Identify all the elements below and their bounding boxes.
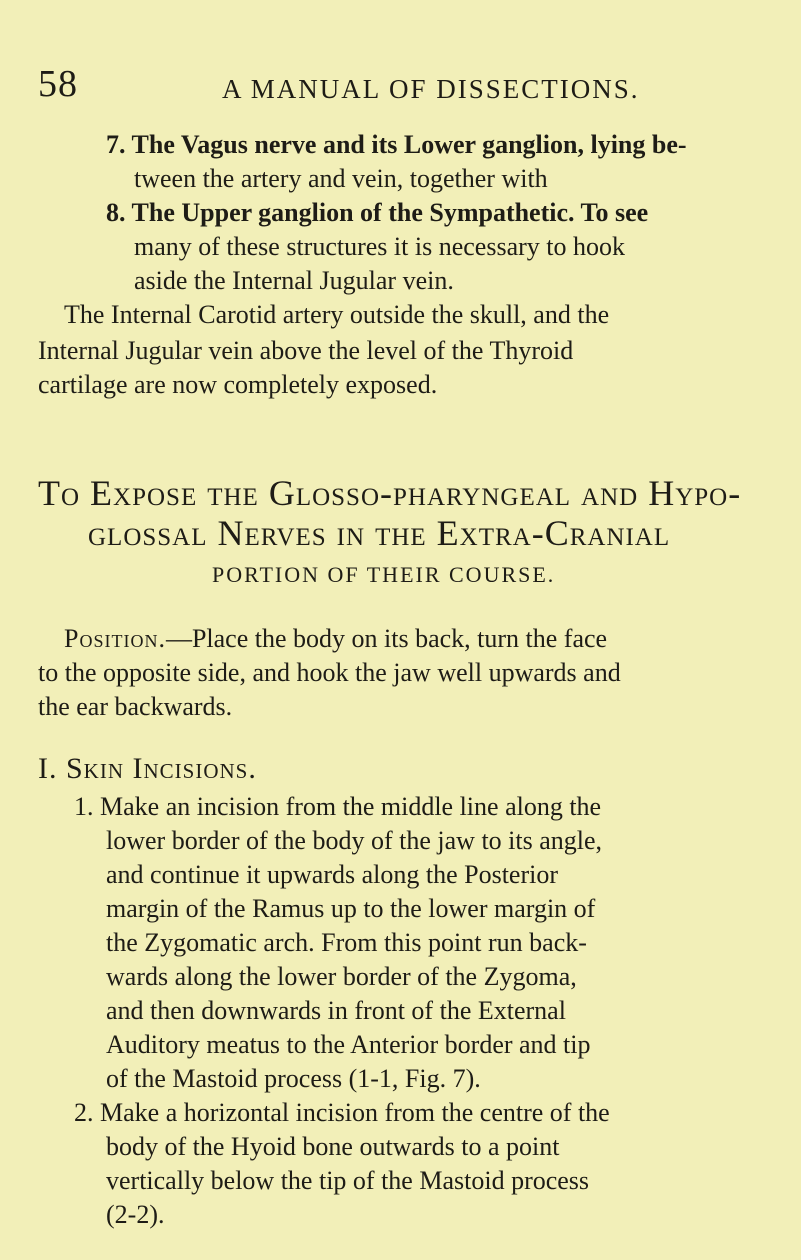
item-7-line-1: 7. The Vagus nerve and its Lower ganglion, lying be- bbox=[106, 130, 687, 159]
running-title: A MANUAL OF DISSECTIONS. bbox=[222, 74, 640, 104]
item-8-line-3: aside the Internal Jugular vein. bbox=[134, 266, 454, 295]
item-2-line: (2-2). bbox=[106, 1200, 165, 1229]
paragraph-line: cartilage are now completely exposed. bbox=[38, 370, 438, 399]
item-2-line: vertically below the tip of the Mastoid process bbox=[106, 1166, 590, 1195]
item-1-line: the Zygomatic arch. From this point run back- bbox=[106, 928, 587, 957]
position-paragraph-line-1 bbox=[64, 624, 607, 654]
item-1-line: margin of the Ramus up to the lower margin of bbox=[106, 894, 596, 923]
section-heading-line-1: To Expose the Glosso-pharyngeal and Hypo- bbox=[38, 473, 742, 513]
item-1-line: of the Mastoid process (1-1, Fig. 7). bbox=[106, 1064, 481, 1093]
paragraph-line: The Internal Carotid artery outside the skull, and the bbox=[64, 300, 610, 329]
item-1-line: Auditory meatus to the Anterior border and tip bbox=[106, 1030, 591, 1059]
item-2-line: 2. Make a horizontal incision from the centre of the bbox=[74, 1098, 610, 1127]
item-2-line: body of the Hyoid bone outwards to a point bbox=[106, 1132, 560, 1161]
paragraph-line: Internal Jugular vein above the level of the Thyroid bbox=[38, 336, 574, 365]
page-number: 58 bbox=[38, 63, 78, 105]
item-1-line: lower border of the body of the jaw to its angle, bbox=[106, 826, 603, 855]
item-1-line: wards along the lower border of the Zygoma, bbox=[106, 962, 577, 991]
item-7-line-2: tween the artery and vein, together with bbox=[134, 164, 548, 193]
item-8-line-1: 8. The Upper ganglion of the Sympathetic. To see bbox=[106, 198, 649, 227]
position-text: —Place the body on its back, turn the face bbox=[165, 624, 608, 653]
skin-incisions-heading: I. Skin Incisions. bbox=[38, 752, 257, 785]
item-1-line: and then downwards in front of the External bbox=[106, 996, 566, 1025]
section-heading-line-2: glossal Nerves in the Extra-Cranial bbox=[88, 513, 671, 553]
position-paragraph-line-3: the ear backwards. bbox=[38, 692, 233, 721]
position-label: Position. bbox=[64, 624, 166, 653]
section-heading-line-3: PORTION OF THEIR COURSE. bbox=[212, 562, 556, 587]
item-8-line-2: many of these structures it is necessary to hook bbox=[134, 232, 625, 261]
item-1-line: and continue it upwards along the Posterior bbox=[106, 860, 559, 889]
position-paragraph-line-2: to the opposite side, and hook the jaw well upwards and bbox=[38, 658, 621, 687]
item-1-line: 1. Make an incision from the middle line along the bbox=[74, 792, 602, 821]
